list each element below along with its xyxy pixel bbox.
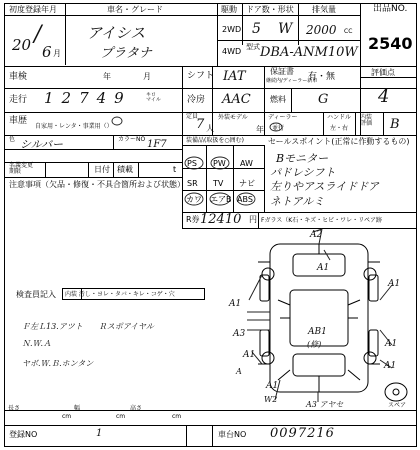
glass-note: Fガラス（K石・キズ・ヒビ・ワレ・リペア跡: [261, 217, 382, 224]
damage-rear-left: A1: [266, 381, 279, 391]
length-cm: cm: [62, 413, 72, 420]
aircon-hw: AAC: [222, 92, 251, 107]
inspection-label: 車検: [9, 72, 28, 82]
damage-top: A2: [310, 230, 323, 240]
width-cm: cm: [116, 413, 126, 420]
equip-aw: AW: [240, 159, 253, 168]
dealer-label: ディーラー: [268, 114, 298, 121]
equip-navi: ナビ: [239, 179, 255, 188]
color-no-hw: 1F7: [147, 139, 167, 150]
sales-point-2: パドレシフト: [270, 166, 336, 179]
equip-airbag: エアB: [210, 195, 232, 204]
equip-pw: PW: [213, 159, 226, 168]
model-name-hw: アイシス: [87, 24, 146, 42]
reg-year-hw: 20: [12, 36, 32, 54]
equip-leather: カワ: [186, 195, 202, 204]
displacement-hw: 2000: [306, 23, 337, 37]
capacity-unit: 人: [206, 124, 214, 133]
equip-ps: PS: [187, 159, 197, 168]
warranty-label: 保証書: [270, 67, 294, 76]
equipment-label: 装備品(取扱を○囲む): [186, 137, 244, 144]
sales-point-3: 左りやアスライドドア: [270, 180, 379, 193]
body-hw: W: [278, 21, 293, 37]
handle-value: 左・右: [330, 125, 349, 132]
loading-label: 積載: [117, 165, 133, 174]
inspector-label: 検査員記入: [16, 290, 56, 299]
note-line-3: ヤボ.Ｗ.Ｂ.ホンタン: [22, 359, 94, 368]
equip-abs: ABS: [237, 195, 253, 204]
history-label: 車歴: [9, 116, 28, 126]
note-line-1: Ｆ左Ｌ13.アツト Ｒスポアイヤル: [22, 322, 154, 331]
transmission-hw: IAT: [223, 69, 246, 84]
sales-point-1: Bモニター: [276, 152, 329, 165]
damage-rear-w: W2: [264, 395, 278, 404]
chassis-no-hw: 0097216: [270, 426, 335, 441]
damage-center: AB1: [308, 327, 327, 337]
length-label: 長さ: [8, 405, 21, 412]
score-hw: 4: [378, 86, 390, 107]
damage-center-sub: (修): [307, 340, 322, 349]
inspection-year-unit: 年: [103, 72, 111, 81]
date-label: 日付: [94, 165, 110, 174]
car-name-grade-label: 車名・グレード: [107, 5, 163, 14]
interior-score-hw: B: [390, 117, 400, 132]
recycle-unit: 円: [249, 215, 257, 224]
equip-tv: TV: [213, 179, 224, 188]
recycle-label: R券: [186, 215, 200, 224]
capacity-hw: 7: [196, 117, 205, 132]
damage-right-mid: A1: [385, 339, 398, 349]
note-line-2: Ｎ.Ｗ.Ａ: [22, 339, 52, 348]
dealer-value: 並行: [272, 125, 285, 132]
type-code-hw: DBA-ANM10W: [260, 45, 358, 60]
model-year-label: 外装モデル: [218, 114, 248, 121]
chassis-no-label: 車台NO: [218, 430, 247, 439]
first-registration-label: 初度登録年月: [9, 5, 57, 14]
mileage-hw: 12749: [44, 89, 132, 107]
drive-4wd: 4WD: [222, 47, 242, 56]
recycle-amount-hw: 12410: [200, 212, 242, 227]
damage-top-inner: A1: [317, 263, 330, 273]
mileage-label: 走行: [9, 95, 28, 105]
reg-no-label: 登録NO: [9, 430, 38, 439]
reg-month-hw: 6: [42, 43, 52, 61]
notes-label: 注意事項（欠品・修復・不具合箇所および状態）: [9, 180, 185, 189]
door-shape-label: ドア数・形状: [246, 5, 294, 14]
car-diagram: [247, 229, 407, 402]
handle-label: ハンドル: [327, 114, 352, 121]
reg-slash: /: [34, 22, 42, 47]
warranty-value: 有・無: [308, 72, 336, 82]
cc-unit: CC: [344, 28, 353, 35]
exhibit-number: 2540: [368, 34, 413, 53]
loading-unit: t: [173, 165, 177, 174]
grade-hw: プラタナ: [100, 46, 152, 61]
color-label: 色: [9, 136, 16, 143]
width-label: 幅: [74, 405, 81, 412]
aircon-label: 冷房: [187, 95, 206, 105]
color-hw: シルバー: [20, 138, 63, 151]
drive-2wd: 2WD: [222, 25, 242, 34]
doors-hw: 5: [252, 21, 261, 37]
fuel-label: 燃料: [270, 95, 286, 104]
shift-label: シフト: [187, 71, 215, 81]
damage-left-mid: A3: [233, 329, 246, 339]
interior-label: 内装 評価: [360, 114, 373, 127]
warranty-sub: 継続内/ディーラー新車: [266, 78, 318, 84]
history-options: 自家用・レンタ・事業用（）: [35, 123, 113, 130]
reg-no-hw: 1: [96, 428, 103, 439]
spare-label: スペア: [388, 402, 407, 409]
reg-month-unit: 月: [53, 49, 61, 58]
damage-right-upper: A1: [388, 279, 401, 289]
model-year-unit: 年: [256, 125, 264, 134]
sales-point-4: ネトアルミ: [270, 195, 325, 208]
inspector-options: 内装 汚し・ヨレ・タバ・キレ・コゲ・穴: [65, 291, 175, 298]
sales-point-label: セールスポイント(正常に作動するもの): [268, 137, 410, 146]
inspection-month-unit: 月: [143, 72, 151, 81]
type-label: 型式: [246, 43, 260, 51]
km-unit: キロ マイル: [146, 92, 161, 103]
fuel-hw: G: [318, 92, 329, 107]
damage-right-lower: A1: [384, 361, 397, 371]
equip-sr: SR: [187, 179, 198, 188]
damage-left-upper: A1: [229, 299, 242, 309]
damage-left-lower: A1: [243, 350, 256, 360]
damage-small-a: A: [236, 367, 242, 376]
score-label: 評価点: [371, 68, 395, 77]
height-label: 高さ: [130, 405, 143, 412]
damage-rear-bottom: A3 アヤセ: [306, 400, 344, 409]
drive-label: 駆動: [221, 5, 237, 14]
displacement-label: 排気量: [312, 5, 336, 14]
color-no-label: カラーNO: [118, 136, 146, 143]
capacity-label: 定員: [186, 113, 199, 120]
reg-change-label: 名義変更 期限: [9, 162, 34, 175]
exhibit-no-label: 出品NO.: [373, 4, 408, 14]
height-cm: cm: [172, 413, 182, 420]
